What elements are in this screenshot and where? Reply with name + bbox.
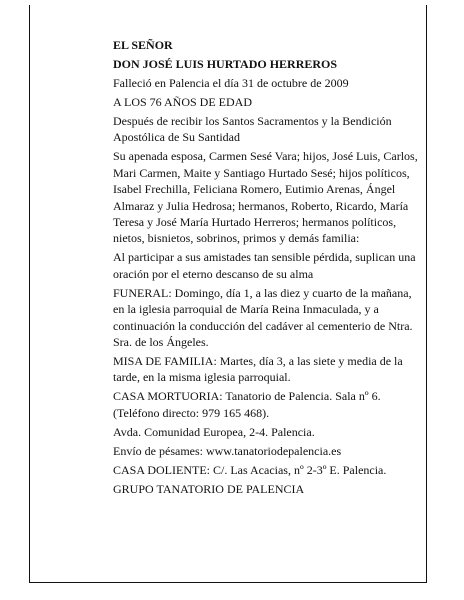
condolences-line: Envío de pésames: www.tanatoriodepalencia.es	[113, 443, 342, 458]
group-signature: GRUPO TANATORIO DE PALENCIA	[113, 481, 305, 496]
family-paragraph: Su apenada esposa, Carmen Sesé Vara; hijos, José Luis, Carlos, Mari Carmen, Maite y Santiago Hurtado Sesé; hijos políticos, Isabel Frechilla, Feliciana Romero, Eutimio Arenas, Ángel Almaraz y Julia Hedrosa; hermanos, Roberto, Ricardo, María Teresa y José María Hurtado Herreros; hermanos políticos, nietos, bisnietos, sobrinos, primos y demás familia:	[113, 149, 418, 246]
sacraments-paragraph: Después de recibir los Santos Sacramentos y la Bendición Apostólica de Su Santidad	[113, 114, 392, 145]
death-date: Falleció en Palencia el día 31 de octubre de 2009	[113, 76, 349, 90]
mourning-house-paragraph: CASA DOLIENTE: C/. Las Acacias, nº 2-3º E. Palencia.	[113, 462, 387, 477]
deceased-name: DON JOSÉ LUIS HURTADO HERREROS	[113, 57, 338, 71]
prayer-request: Al participar a sus amistades tan sensible pérdida, suplican una oración por el eterno descanso de su alma	[113, 250, 416, 281]
obituary-notice	[113, 37, 419, 500]
mortuary-paragraph: CASA MORTUORIA: Tanatorio de Palencia. Sala nº 6. (Teléfono directo: 979 165 468).	[113, 389, 381, 420]
age-line: A LOS 76 AÑOS DE EDAD	[113, 95, 253, 109]
family-mass-paragraph: MISA DE FAMILIA: Martes, día 3, a las siete y media de la tarde, en la misma iglesia parroquial.	[113, 354, 403, 385]
address-line: Avda. Comunidad Europea, 2-4. Palencia.	[113, 424, 315, 439]
heading-title: EL SEÑOR	[113, 38, 173, 52]
funeral-paragraph: FUNERAL: Domingo, día 1, a las diez y cuarto de la mañana, en la iglesia parroquial de María Reina Inmaculada, y a continuación la conducción del cadáver al cementerio de Ntra. Sra. de los Ángeles.	[113, 285, 413, 350]
